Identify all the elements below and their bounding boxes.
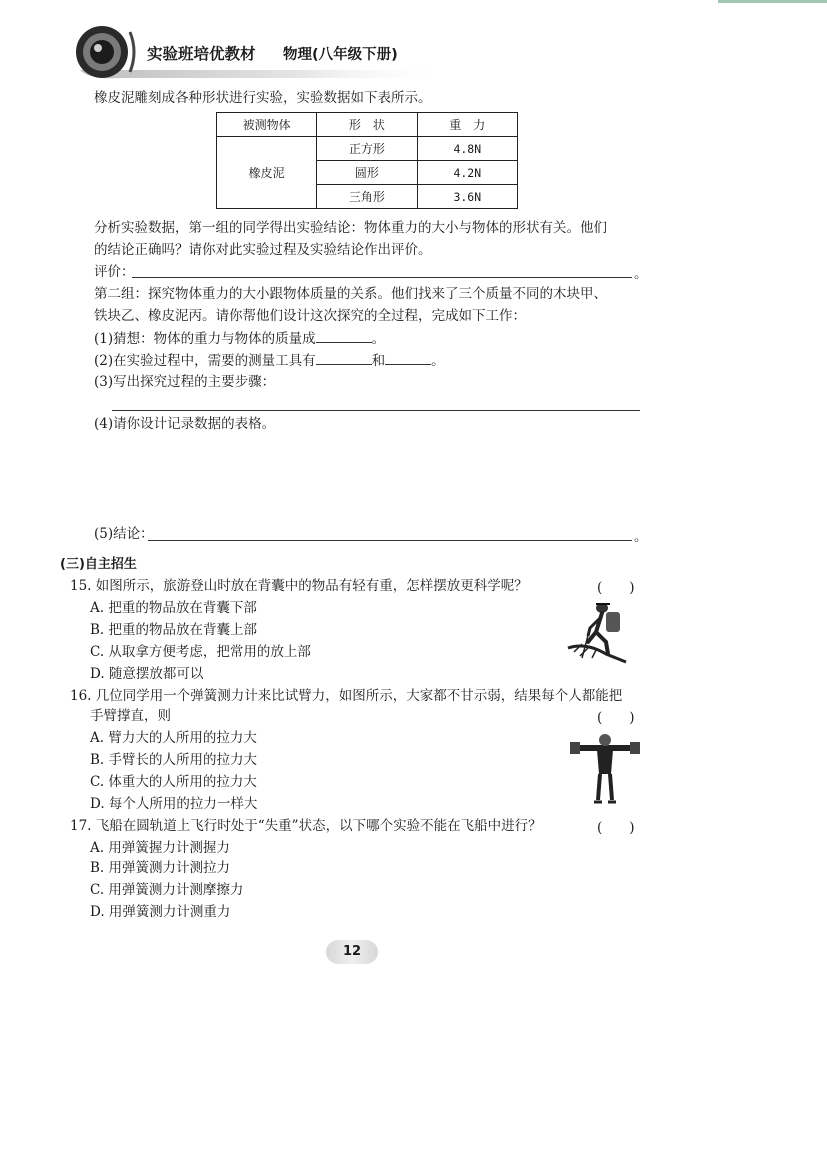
question-15-option-a: A. 把重的物品放在背囊下部 [90, 600, 257, 616]
section-title: (三)自主招生 [60, 557, 137, 572]
question-1-period: 。 [371, 331, 386, 347]
question-15-option-b: B. 把重的物品放在背囊上部 [90, 622, 258, 638]
question-16-answer-paren[interactable]: ( ) [597, 710, 635, 726]
question-16-option-b: B. 手臂长的人所用的拉力大 [90, 752, 258, 768]
table-header-cell: 重 力 [417, 113, 517, 137]
table-row [217, 137, 518, 161]
question-16-stem-line-2: 手臂撑直，则 [90, 708, 171, 724]
header-subject-name: 物理 [283, 47, 312, 63]
question-16-option-d: D. 每个人所用的拉力一样大 [90, 796, 258, 812]
question-2-blank-2[interactable] [385, 350, 431, 365]
question-2-text: (2)在实验过程中，需要的测量工具有 [94, 353, 316, 369]
evaluation-answer-line[interactable] [132, 277, 632, 278]
header-volume: (八年级下册) [312, 47, 398, 63]
conclusion-answer-line[interactable] [148, 540, 632, 541]
question-1-blank[interactable] [316, 328, 372, 343]
question-16-option-c: C. 体重大的人所用的拉力大 [90, 774, 257, 790]
table-header-cell: 形 状 [317, 113, 417, 137]
question-17-option-d: D. 用弹簧测力计测重力 [90, 904, 231, 920]
arm-stretch-figure-icon [570, 730, 640, 806]
question-1 [94, 328, 385, 349]
question-5-label: (5)结论： [94, 526, 154, 542]
question-17-stem: 17. 飞船在圆轨道上飞行时处于“失重”状态，以下哪个实验不能在飞船中进行？ [70, 818, 542, 834]
page-number: 12 [342, 944, 362, 959]
question-2-and: 和 [371, 353, 386, 369]
question-17-option-a: A. 用弹簧握力计测握力 [90, 840, 230, 856]
table-cell-shape: 圆形 [317, 161, 417, 185]
question-3: (3)写出探究过程的主要步骤： [94, 374, 276, 390]
question-17-option-c: C. 用弹簧测力计测摩擦力 [90, 882, 244, 898]
question-17-option-b: B. 用弹簧测力计测拉力 [90, 860, 231, 876]
hiker-figure-icon [566, 598, 636, 664]
table-object-cell: 橡皮泥 [217, 137, 317, 209]
question-15-stem: 15. 如图所示，旅游登山时放在背囊中的物品有轻有重，怎样摆放更科学呢？ [70, 578, 528, 594]
scan-edge-mark [718, 0, 827, 3]
question-16-option-a: A. 臂力大的人所用的拉力大 [90, 730, 257, 746]
question-15-answer-paren[interactable]: ( ) [597, 580, 635, 596]
question-2-period: 。 [431, 353, 445, 369]
question-17-answer-paren[interactable]: ( ) [597, 820, 635, 836]
group2-line-2: 铁块乙、橡皮泥丙。请你帮他们设计这次探究的全过程，完成如下工作： [94, 308, 526, 324]
table-cell-weight: 4.8N [417, 137, 517, 161]
analysis-line-2: 的结论正确吗？请你对此实验过程及实验结论作出评价。 [94, 242, 432, 258]
question-3-answer-line[interactable] [112, 410, 640, 411]
question-2-blank-1[interactable] [316, 350, 372, 365]
question-15-option-c: C. 从取拿方便考虑，把常用的放上部 [90, 644, 311, 660]
conclusion-period: 。 [634, 529, 648, 545]
group2-line-1: 第二组：探究物体重力的大小跟物体质量的关系。他们找来了三个质量不同的木块甲、 [94, 286, 607, 302]
intro-line: 橡皮泥雕刻成各种形状进行实验，实验数据如下表所示。 [94, 90, 432, 106]
question-1-text: (1)猜想：物体的重力与物体的质量成 [94, 331, 316, 347]
question-4: (4)请你设计记录数据的表格。 [94, 416, 276, 432]
question-16-stem-line-1: 16. 几位同学用一个弹簧测力计来比试臂力，如图所示，大家都不甘示弱，结果每个人都能把 [70, 688, 623, 704]
analysis-line-1: 分析实验数据，第一组的同学得出实验结论：物体重力的大小与物体的形状有关。他们 [94, 220, 607, 236]
header-banner [60, 18, 460, 80]
question-2 [94, 350, 445, 371]
table-cell-weight: 4.2N [417, 161, 517, 185]
table-header-row [217, 113, 518, 137]
question-15-option-d: D. 随意摆放都可以 [90, 666, 204, 682]
table-cell-weight: 3.6N [417, 185, 517, 209]
header-subject [283, 43, 398, 64]
table-header-cell: 被测物体 [217, 113, 317, 137]
table-cell-shape: 正方形 [317, 137, 417, 161]
evaluation-period: 。 [634, 266, 648, 282]
table-cell-shape: 三角形 [317, 185, 417, 209]
header-logo-icon [60, 18, 460, 80]
experiment-table [216, 112, 518, 209]
evaluation-label: 评价： [94, 264, 135, 280]
header-title: 实验班培优教材 [147, 45, 256, 63]
